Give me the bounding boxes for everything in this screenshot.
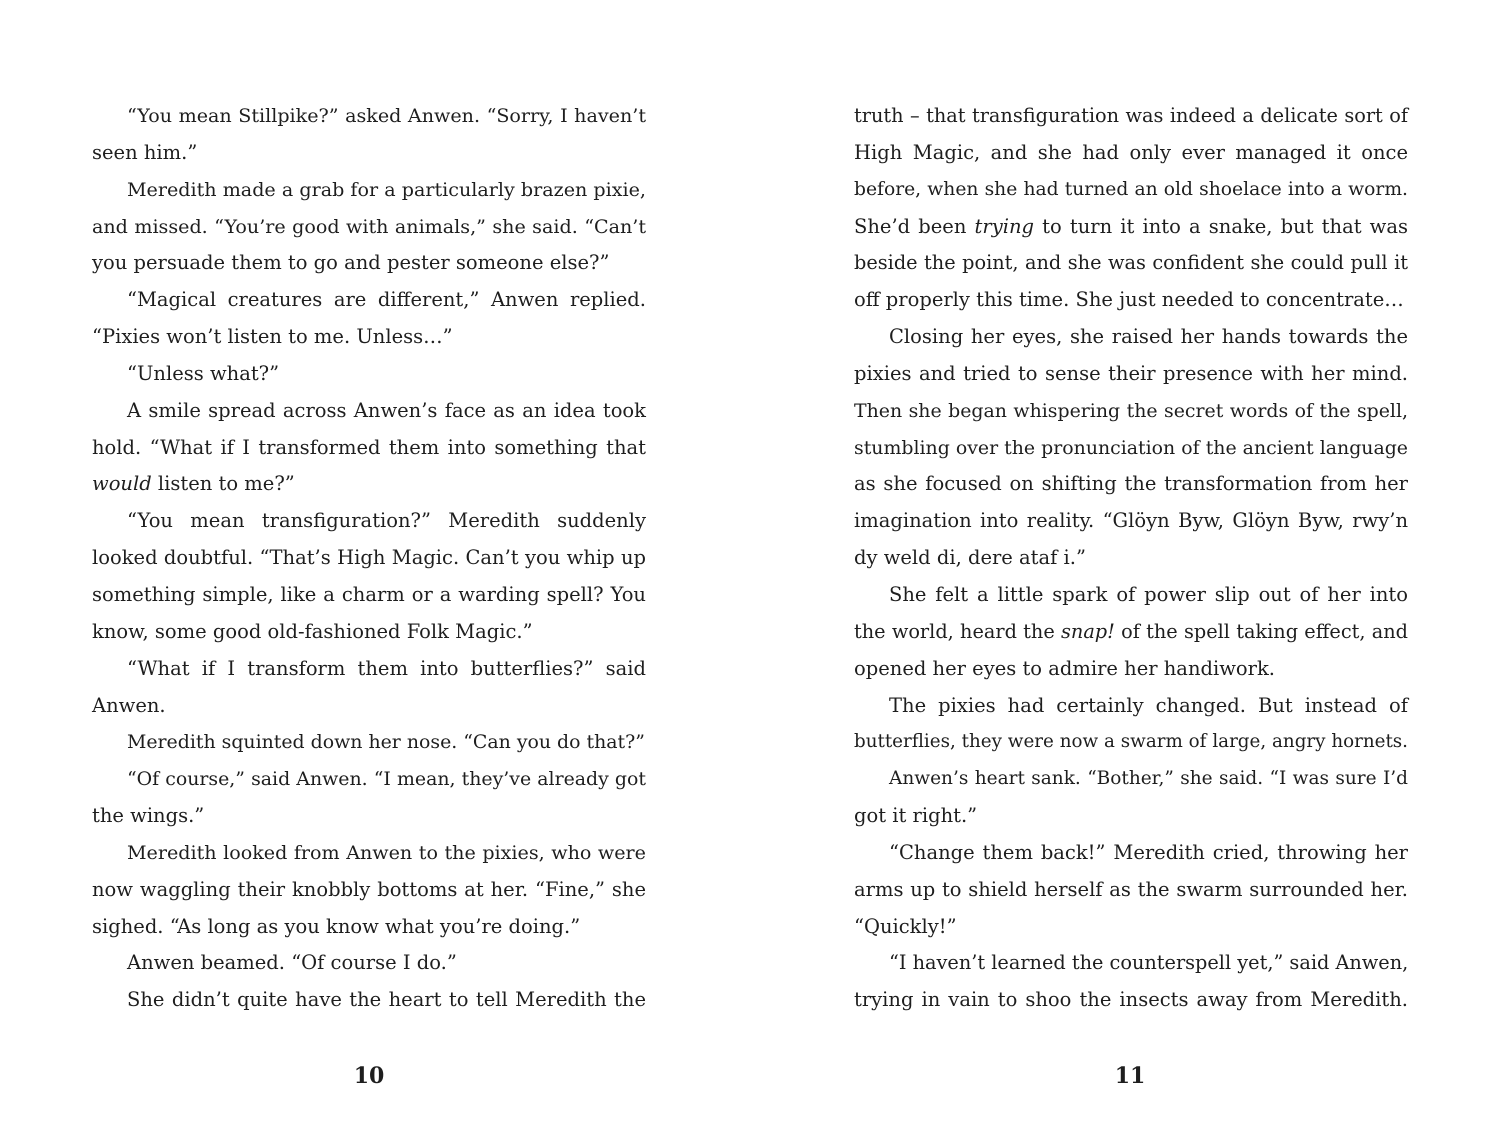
text-line [92, 872, 646, 909]
text-line [854, 724, 1408, 761]
text-run: She felt a little spark of power slip out of her into [889, 582, 1408, 606]
text-line [92, 245, 646, 282]
text-run: Anwen beamed. “Of course I do.” [127, 951, 457, 975]
text-run: She’d been [854, 214, 975, 238]
text-line [854, 503, 1408, 540]
text-line [854, 651, 1408, 688]
text-line [854, 540, 1408, 577]
text-run: “You mean transfiguration?” Meredith suddenly [127, 509, 646, 533]
italic-text: would [92, 472, 152, 496]
text-line [854, 798, 1408, 835]
text-line [92, 430, 646, 467]
text-line [92, 945, 646, 982]
text-run: “Unless what?” [127, 361, 280, 385]
text-line [854, 982, 1408, 1019]
text-run: imagination into reality. “Glöyn Byw, Glöyn Byw, rwy’n [854, 509, 1408, 533]
text-line [92, 356, 646, 393]
text-run: “Magical creatures are different,” Anwen replied. [127, 288, 646, 312]
text-line [854, 319, 1408, 356]
text-line [92, 651, 646, 688]
text-run: Then she began whispering the secret words of the spell, [854, 399, 1408, 422]
text-run: “Quickly!” [854, 914, 957, 938]
text-run: dy weld di, dere ataf i.” [854, 546, 1086, 570]
text-run: of the spell taking effect, and [1114, 619, 1408, 643]
text-run: A smile spread across Anwen’s face as an idea took [127, 398, 646, 422]
text-run: Meredith squinted down her nose. “Can you do that?” [127, 731, 645, 754]
text-line [854, 577, 1408, 614]
text-run: you persuade them to go and pester someone else?” [92, 251, 610, 275]
text-line [92, 724, 646, 761]
text-run: arms up to shield herself as the swarm surrounded her. [854, 877, 1408, 901]
left-page-number: 10 [353, 1063, 385, 1089]
text-line [92, 503, 646, 540]
right-page-number: 11 [1114, 1063, 1146, 1089]
text-line [854, 393, 1408, 430]
text-line [854, 209, 1408, 246]
text-line [92, 982, 646, 1019]
text-line [92, 614, 646, 651]
right-page-text [854, 98, 1408, 1019]
text-line [854, 245, 1408, 282]
text-line [92, 209, 646, 246]
text-run: pixies and tried to sense their presence with her mind. [854, 361, 1408, 385]
text-line [854, 466, 1408, 503]
text-run: “Of course,” said Anwen. “I mean, they’ve already got [127, 768, 646, 791]
text-line [92, 688, 646, 725]
text-run: “You mean Stillpike?” asked Anwen. “Sorry, I haven’t [127, 104, 646, 127]
text-run: “I haven’t learned the counterspell yet,” said Anwen, [889, 951, 1409, 975]
text-line [92, 135, 646, 172]
text-line [854, 430, 1408, 467]
text-run: “What if I transform them into butterflies?” said [127, 656, 646, 680]
text-line [854, 282, 1408, 319]
text-run: now waggling their knobbly bottoms at her. “Fine,” she [92, 877, 646, 901]
text-line [92, 577, 646, 614]
text-line [854, 356, 1408, 393]
text-run: Meredith made a grab for a particularly brazen pixie, [127, 177, 646, 201]
text-run: Meredith looked from Anwen to the pixies, who were [127, 840, 646, 864]
text-run: Closing her eyes, she raised her hands towards the [889, 325, 1408, 349]
left-page-text [92, 98, 646, 1019]
text-run: truth – that transfiguration was indeed a delicate sort of [854, 104, 1408, 127]
text-line [92, 98, 646, 135]
text-run: hold. “What if I transformed them into something that [92, 435, 646, 459]
text-run: She didn’t quite have the heart to tell Meredith the [127, 988, 646, 1012]
text-run: the wings.” [92, 804, 205, 828]
text-line [92, 540, 646, 577]
text-run: the world, heard the [854, 619, 1061, 643]
text-run: looked doubtful. “That’s High Magic. Can’t you whip up [92, 546, 646, 570]
text-line [92, 909, 646, 946]
text-run: butterflies, they were now a swarm of large, angry hornets. [854, 731, 1408, 753]
text-line [92, 393, 646, 430]
text-run: something simple, like a charm or a warding spell? You [92, 582, 646, 606]
text-run: opened her eyes to admire her handiwork. [854, 656, 1275, 680]
text-line [854, 98, 1408, 135]
text-line [854, 135, 1408, 172]
text-line [92, 761, 646, 798]
text-run: The pixies had certainly changed. But instead of [889, 693, 1408, 717]
text-line [92, 282, 646, 319]
text-line [854, 761, 1408, 798]
text-run: off properly this time. She just needed to concentrate… [854, 288, 1404, 312]
text-line [92, 835, 646, 872]
text-run: Anwen’s heart sank. “Bother,” she said. “I was sure I’d [889, 768, 1408, 790]
text-run: got it right.” [854, 804, 978, 828]
text-run: before, when she had turned an old shoelace into a worm. [854, 178, 1408, 200]
text-run: to turn it into a snake, but that was [1034, 214, 1408, 238]
italic-text: trying [974, 214, 1034, 238]
text-line [854, 614, 1408, 651]
text-line [92, 319, 646, 356]
italic-text: snap! [1061, 619, 1115, 643]
text-run: sighed. “As long as you know what you’re doing.” [92, 914, 581, 938]
text-run: and missed. “You’re good with animals,” she said. “Can’t [92, 214, 646, 238]
text-line [854, 835, 1408, 872]
text-line [854, 172, 1408, 209]
text-line [854, 872, 1408, 909]
text-run: stumbling over the pronunciation of the ancient language [854, 436, 1408, 459]
text-run: trying in vain to shoo the insects away from Meredith. [854, 988, 1408, 1012]
text-run: “Change them back!” Meredith cried, throwing her [889, 840, 1408, 864]
text-run: “Pixies won’t listen to me. Unless…” [92, 325, 453, 349]
text-run: High Magic, and she had only ever managed it once [854, 140, 1408, 164]
text-line [854, 909, 1408, 946]
text-run: listen to me?” [151, 472, 295, 496]
text-run: as she focused on shifting the transformation from her [854, 472, 1408, 496]
text-run: beside the point, and she was confident she could pull it [854, 251, 1408, 275]
text-line [92, 798, 646, 835]
text-run: know, some good old-fashioned Folk Magic.” [92, 619, 533, 643]
text-line [92, 466, 646, 503]
text-line [854, 945, 1408, 982]
text-line [854, 688, 1408, 725]
text-run: seen him.” [92, 140, 198, 164]
text-line [92, 172, 646, 209]
text-run: Anwen. [92, 693, 166, 717]
